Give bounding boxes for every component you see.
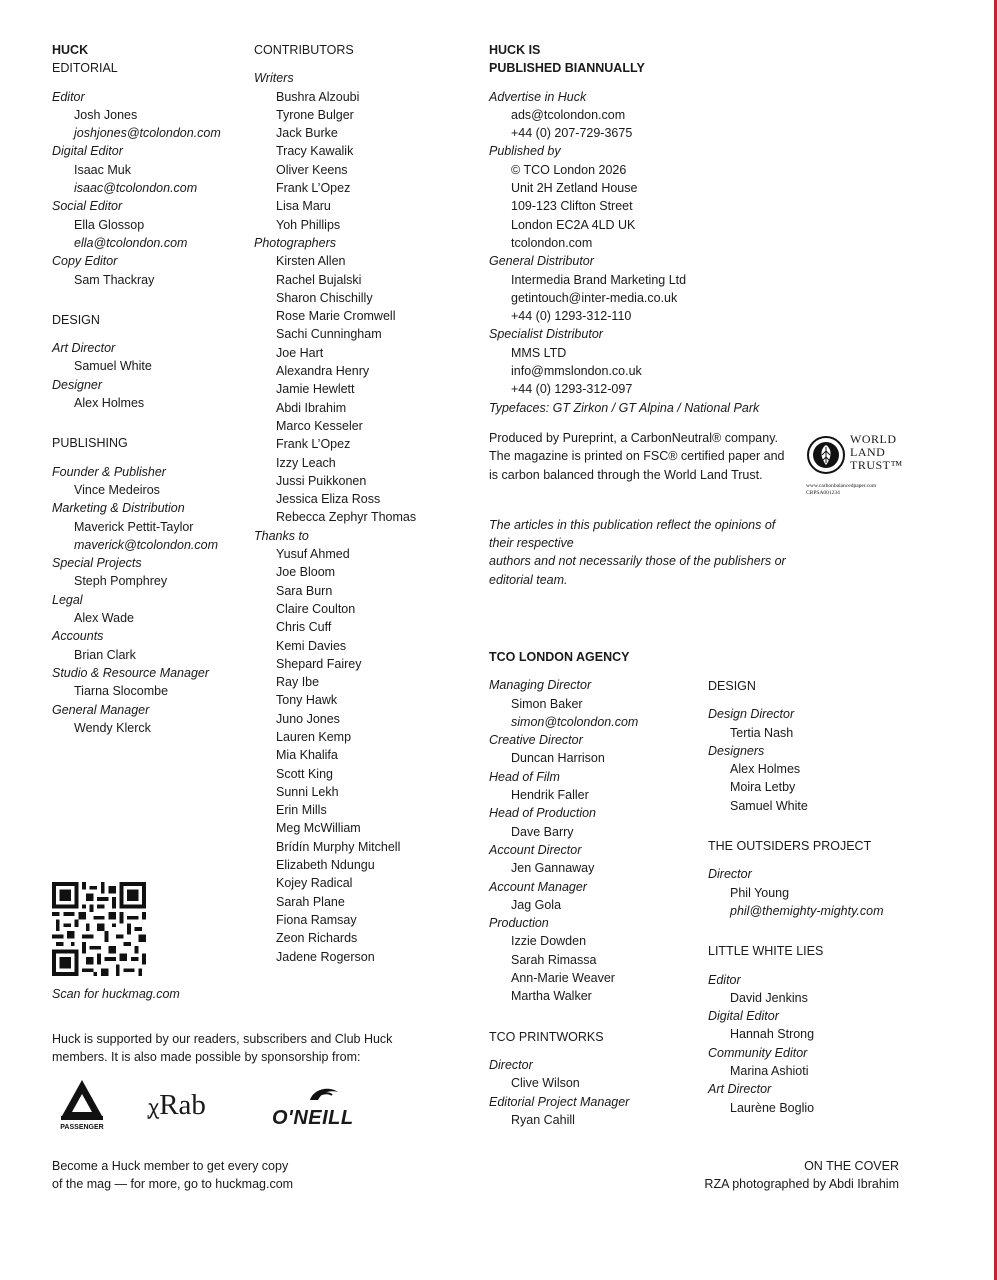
person-name: Rose Marie Cromwell	[276, 309, 396, 324]
role-label: Creative Director	[489, 733, 583, 748]
person-name: Maverick Pettit-Taylor	[74, 519, 194, 534]
role-label: Digital Editor	[52, 144, 123, 159]
detail-line: tcolondon.com	[511, 235, 593, 250]
person-name: Frank L’Opez	[276, 437, 351, 452]
printworks-entries	[489, 1056, 699, 1129]
person-name: Laurène Boglio	[730, 1100, 815, 1115]
person-name: David Jenkins	[730, 990, 808, 1005]
wlt-code-text: CBPSA001234	[806, 490, 840, 496]
person-name: Shepard Fairey	[276, 656, 362, 671]
role-label: Marketing & Distribution	[52, 501, 185, 516]
person-name: Hannah Strong	[730, 1027, 815, 1042]
role-label: Managing Director	[489, 678, 592, 693]
rab-logo[interactable]	[148, 1088, 206, 1125]
membership-line: Become a Huck member to get every copy	[52, 1159, 289, 1173]
published-entries	[489, 88, 799, 399]
disclaimer-line: authors and not necessarily those of the publishers or editorial team.	[489, 554, 786, 587]
rab-logo-label: Rab	[159, 1089, 206, 1121]
person-name: Duncan Harrison	[511, 751, 605, 766]
person-name: Tracy Kawalik	[276, 144, 354, 159]
person-name: Martha Walker	[511, 989, 592, 1004]
person-name: Juno Jones	[276, 711, 340, 726]
person-name: Tony Hawk	[276, 693, 338, 708]
design-title: DESIGN	[52, 312, 100, 327]
person-name: Brian Clark	[74, 647, 136, 662]
person-name: Kirsten Allen	[276, 254, 346, 269]
person-name: Samuel White	[730, 798, 808, 813]
role-label: Specialist Distributor	[489, 327, 603, 342]
person-name: Yusuf Ahmed	[276, 547, 350, 562]
person-name: Kojey Radical	[276, 876, 353, 891]
oneill-logo-label: O'NEILL	[272, 1107, 354, 1130]
person-name: Joe Bloom	[276, 565, 336, 580]
detail-line: ads@tcolondon.com	[511, 107, 626, 122]
world-land-trust-wordmark	[850, 433, 903, 472]
role-label: General Distributor	[489, 254, 594, 269]
person-name: Zeon Richards	[276, 931, 358, 946]
person-name: Sunni Lekh	[276, 784, 339, 799]
editorial-title: HUCK	[52, 43, 89, 57]
person-name: Fiona Ramsay	[276, 912, 357, 927]
outsiders-title: THE OUTSIDERS PROJECT	[708, 839, 872, 854]
role-label: Account Director	[489, 842, 582, 857]
person-name: Izzy Leach	[276, 455, 336, 470]
rab-wing-icon: ꭕ	[148, 1097, 160, 1119]
photographers-list	[254, 252, 474, 526]
person-name: Scott King	[276, 766, 333, 781]
thanks-list	[254, 545, 474, 966]
person-name: Meg McWilliam	[276, 821, 361, 836]
person-name: Tertia Nash	[730, 725, 794, 740]
detail-line: MMS LTD	[511, 345, 567, 360]
passenger-logo-icon[interactable]	[52, 1076, 112, 1132]
person-name: Joe Hart	[276, 345, 324, 360]
support-text: Huck is supported by our readers, subscribers and Club Huck members. It is also made possible by sponsorship from:	[52, 1032, 393, 1065]
printworks-title: TCO PRINTWORKS	[489, 1029, 604, 1044]
detail-line: +44 (0) 1293-312-097	[511, 382, 633, 397]
role-label: Legal	[52, 592, 83, 607]
role-label: Studio & Resource Manager	[52, 665, 210, 680]
person-name: Brídín Murphy Mitchell	[276, 839, 401, 854]
role-label: Director	[489, 1057, 533, 1072]
email-link[interactable]: phil@themighty-mighty.com	[730, 903, 884, 918]
person-name: Alex Holmes	[74, 396, 145, 411]
oneill-logo[interactable]	[272, 1084, 362, 1128]
role-label: Editor	[708, 972, 741, 987]
agency-design-entries	[708, 705, 908, 815]
person-name: Lauren Kemp	[276, 729, 352, 744]
role-label: Advertise in Huck	[489, 89, 587, 104]
qr-code-icon[interactable]	[52, 882, 146, 976]
wlt-url	[806, 483, 876, 497]
role-label: Director	[708, 867, 752, 882]
agency-column	[489, 648, 699, 1129]
role-label: Photographers	[254, 235, 337, 250]
oneill-wave-icon	[272, 1084, 362, 1102]
person-name: Jack Burke	[276, 126, 338, 141]
role-label: Editorial Project Manager	[489, 1094, 630, 1109]
person-name: Moira Letby	[730, 780, 796, 795]
person-name: Chris Cuff	[276, 620, 332, 635]
role-label: Designers	[708, 743, 765, 758]
role-label: Community Editor	[708, 1045, 808, 1060]
writers-list	[254, 88, 474, 234]
role-label: Writers	[254, 71, 294, 86]
passenger-logo-label: PASSENGER	[60, 1124, 104, 1131]
contributors-title: CONTRIBUTORS	[254, 43, 354, 57]
person-name: Simon Baker	[511, 696, 583, 711]
detail-line: Unit 2H Zetland House	[511, 181, 638, 196]
outsiders-entries	[708, 865, 908, 920]
person-name: Rebecca Zephyr Thomas	[276, 510, 417, 525]
email-link[interactable]: ella@tcolondon.com	[74, 235, 188, 250]
person-name: Dave Barry	[511, 824, 574, 839]
detail-line: © TCO London 2026	[511, 162, 627, 177]
person-name: Claire Coulton	[276, 601, 356, 616]
role-label: Social Editor	[52, 199, 123, 214]
role-label: Head of Film	[489, 769, 560, 784]
publishing-title: PUBLISHING	[52, 436, 128, 451]
role-label: Design Director	[708, 707, 795, 722]
person-name: Clive Wilson	[511, 1076, 580, 1091]
wlt-line: WORLD	[850, 432, 897, 446]
email-link[interactable]: maverick@tcolondon.com	[74, 537, 218, 552]
detail-line: +44 (0) 1293-312-110	[511, 309, 632, 324]
person-name: Samuel White	[74, 359, 152, 374]
person-name: Steph Pomphrey	[74, 574, 168, 589]
role-label: Founder & Publisher	[52, 464, 166, 479]
published-title: HUCK IS	[489, 43, 541, 57]
editorial-column	[52, 41, 242, 737]
person-name: Jen Gannaway	[511, 861, 595, 876]
role-label: Account Manager	[489, 879, 587, 894]
editorial-subtitle: EDITORIAL	[52, 61, 118, 76]
role-label: Accounts	[52, 629, 104, 644]
email-link[interactable]: joshjones@tcolondon.com	[74, 126, 221, 141]
email-link[interactable]: isaac@tcolondon.com	[74, 181, 198, 196]
detail-line: Intermedia Brand Marketing Ltd	[511, 272, 687, 287]
role-label: Head of Production	[489, 806, 597, 821]
person-name: Tiarna Slocombe	[74, 684, 169, 699]
person-name: Bushra Alzoubi	[276, 89, 360, 104]
membership-note	[52, 1157, 432, 1194]
role-label: Thanks to	[254, 528, 309, 543]
person-name: Rachel Bujalski	[276, 272, 362, 287]
wlt-line: LAND	[850, 445, 886, 459]
produced-line: Produced by Pureprint, a CarbonNeutral® company.	[489, 430, 778, 445]
agency-entries	[489, 676, 699, 1005]
person-name: Lisa Maru	[276, 199, 331, 214]
person-name: Jamie Hewlett	[276, 382, 355, 397]
person-name: Jag Gola	[511, 897, 562, 912]
detail-line: info@mmslondon.co.uk	[511, 364, 642, 379]
person-name: Sarah Plane	[276, 894, 345, 909]
sponsor-logos	[52, 1076, 372, 1132]
person-name: Jessica Eliza Ross	[276, 492, 381, 507]
role-label: Designer	[52, 377, 103, 392]
cover-text: RZA photographed by Abdi Ibrahim	[704, 1177, 899, 1192]
disclaimer-line: The articles in this publication reflect the opinions of their respective	[489, 517, 776, 551]
cover-title: ON THE COVER	[804, 1159, 899, 1173]
published-column	[489, 41, 799, 589]
world-land-trust-logo	[806, 433, 906, 499]
produced-line: The magazine is printed on FSC® certified paper and	[489, 449, 785, 464]
person-name: Marco Kesseler	[276, 418, 363, 433]
person-name: Frank L’Opez	[276, 181, 351, 196]
wlt-url-text: www.carbonbalancedpaper.com	[806, 483, 877, 489]
qr-caption: Scan for huckmag.com	[52, 987, 180, 1001]
role-label: Production	[489, 916, 549, 931]
person-name: Wendy Klerck	[74, 720, 151, 735]
person-name: Phil Young	[730, 885, 790, 900]
person-name: Elizabeth Ndungu	[276, 858, 375, 873]
person-name: Hendrik Faller	[511, 788, 589, 803]
person-name: Yoh Phillips	[276, 217, 341, 232]
person-name: Sara Burn	[276, 583, 333, 598]
cover-credit	[704, 1157, 899, 1194]
role-label: Art Director	[708, 1082, 772, 1097]
wlt-line: TRUST™	[850, 458, 903, 472]
person-name: Kemi Davies	[276, 638, 347, 653]
person-name: Sam Thackray	[74, 272, 155, 287]
email-link[interactable]: simon@tcolondon.com	[511, 714, 639, 729]
detail-line: +44 (0) 207-729-3675	[511, 126, 633, 141]
person-name: Abdi Ibrahim	[276, 400, 347, 415]
person-name: Jadene Rogerson	[276, 949, 375, 964]
person-name: Isaac Muk	[74, 162, 131, 177]
person-name: Ryan Cahill	[511, 1112, 575, 1127]
person-name: Erin Mills	[276, 803, 327, 818]
person-name: Tyrone Bulger	[276, 107, 354, 122]
person-name: Ray Ibe	[276, 675, 320, 690]
person-name: Sachi Cunningham	[276, 327, 382, 342]
detail-line: getintouch@inter-media.co.uk	[511, 290, 678, 305]
person-name: Ella Glossop	[74, 217, 145, 232]
person-name: Oliver Keens	[276, 162, 348, 177]
person-name: Ann-Marie Weaver	[511, 971, 615, 986]
person-name: Alex Holmes	[730, 762, 801, 777]
person-name: Alex Wade	[74, 611, 134, 626]
agency-title: TCO LONDON AGENCY	[489, 650, 630, 664]
person-name: Vince Medeiros	[74, 482, 160, 497]
contributors-column	[254, 41, 474, 966]
role-label: Digital Editor	[708, 1009, 779, 1024]
membership-line: of the mag — for more, go to huckmag.com	[52, 1177, 294, 1192]
lwl-entries	[708, 971, 908, 1117]
produced-line: is carbon balanced through the World Land Trust.	[489, 467, 763, 482]
person-name: Mia Khalifa	[276, 748, 338, 763]
person-name: Alexandra Henry	[276, 364, 370, 379]
role-label: Copy Editor	[52, 254, 118, 269]
world-land-trust-emblem-icon	[806, 435, 846, 475]
role-label: Published by	[489, 144, 561, 159]
person-name: Izzie Dowden	[511, 934, 587, 949]
role-label: Special Projects	[52, 556, 142, 571]
role-label: General Manager	[52, 702, 150, 717]
person-name: Sharon Chischilly	[276, 290, 373, 305]
agency-design-title: DESIGN	[708, 679, 756, 693]
person-name: Josh Jones	[74, 107, 138, 122]
typefaces-note: Typefaces: GT Zirkon / GT Alpina / National Park	[489, 400, 760, 415]
agency-right-column	[708, 677, 908, 1117]
role-label: Art Director	[52, 341, 116, 356]
detail-line: 109-123 Clifton Street	[511, 199, 633, 214]
detail-line: London EC2A 4LD UK	[511, 217, 636, 232]
person-name: Marina Ashioti	[730, 1064, 809, 1079]
person-name: Jussi Puikkonen	[276, 473, 367, 488]
lwl-title: LITTLE WHITE LIES	[708, 944, 824, 959]
published-title: PUBLISHED BIANNUALLY	[489, 61, 645, 76]
role-label: Editor	[52, 89, 85, 104]
person-name: Sarah Rimassa	[511, 952, 597, 967]
